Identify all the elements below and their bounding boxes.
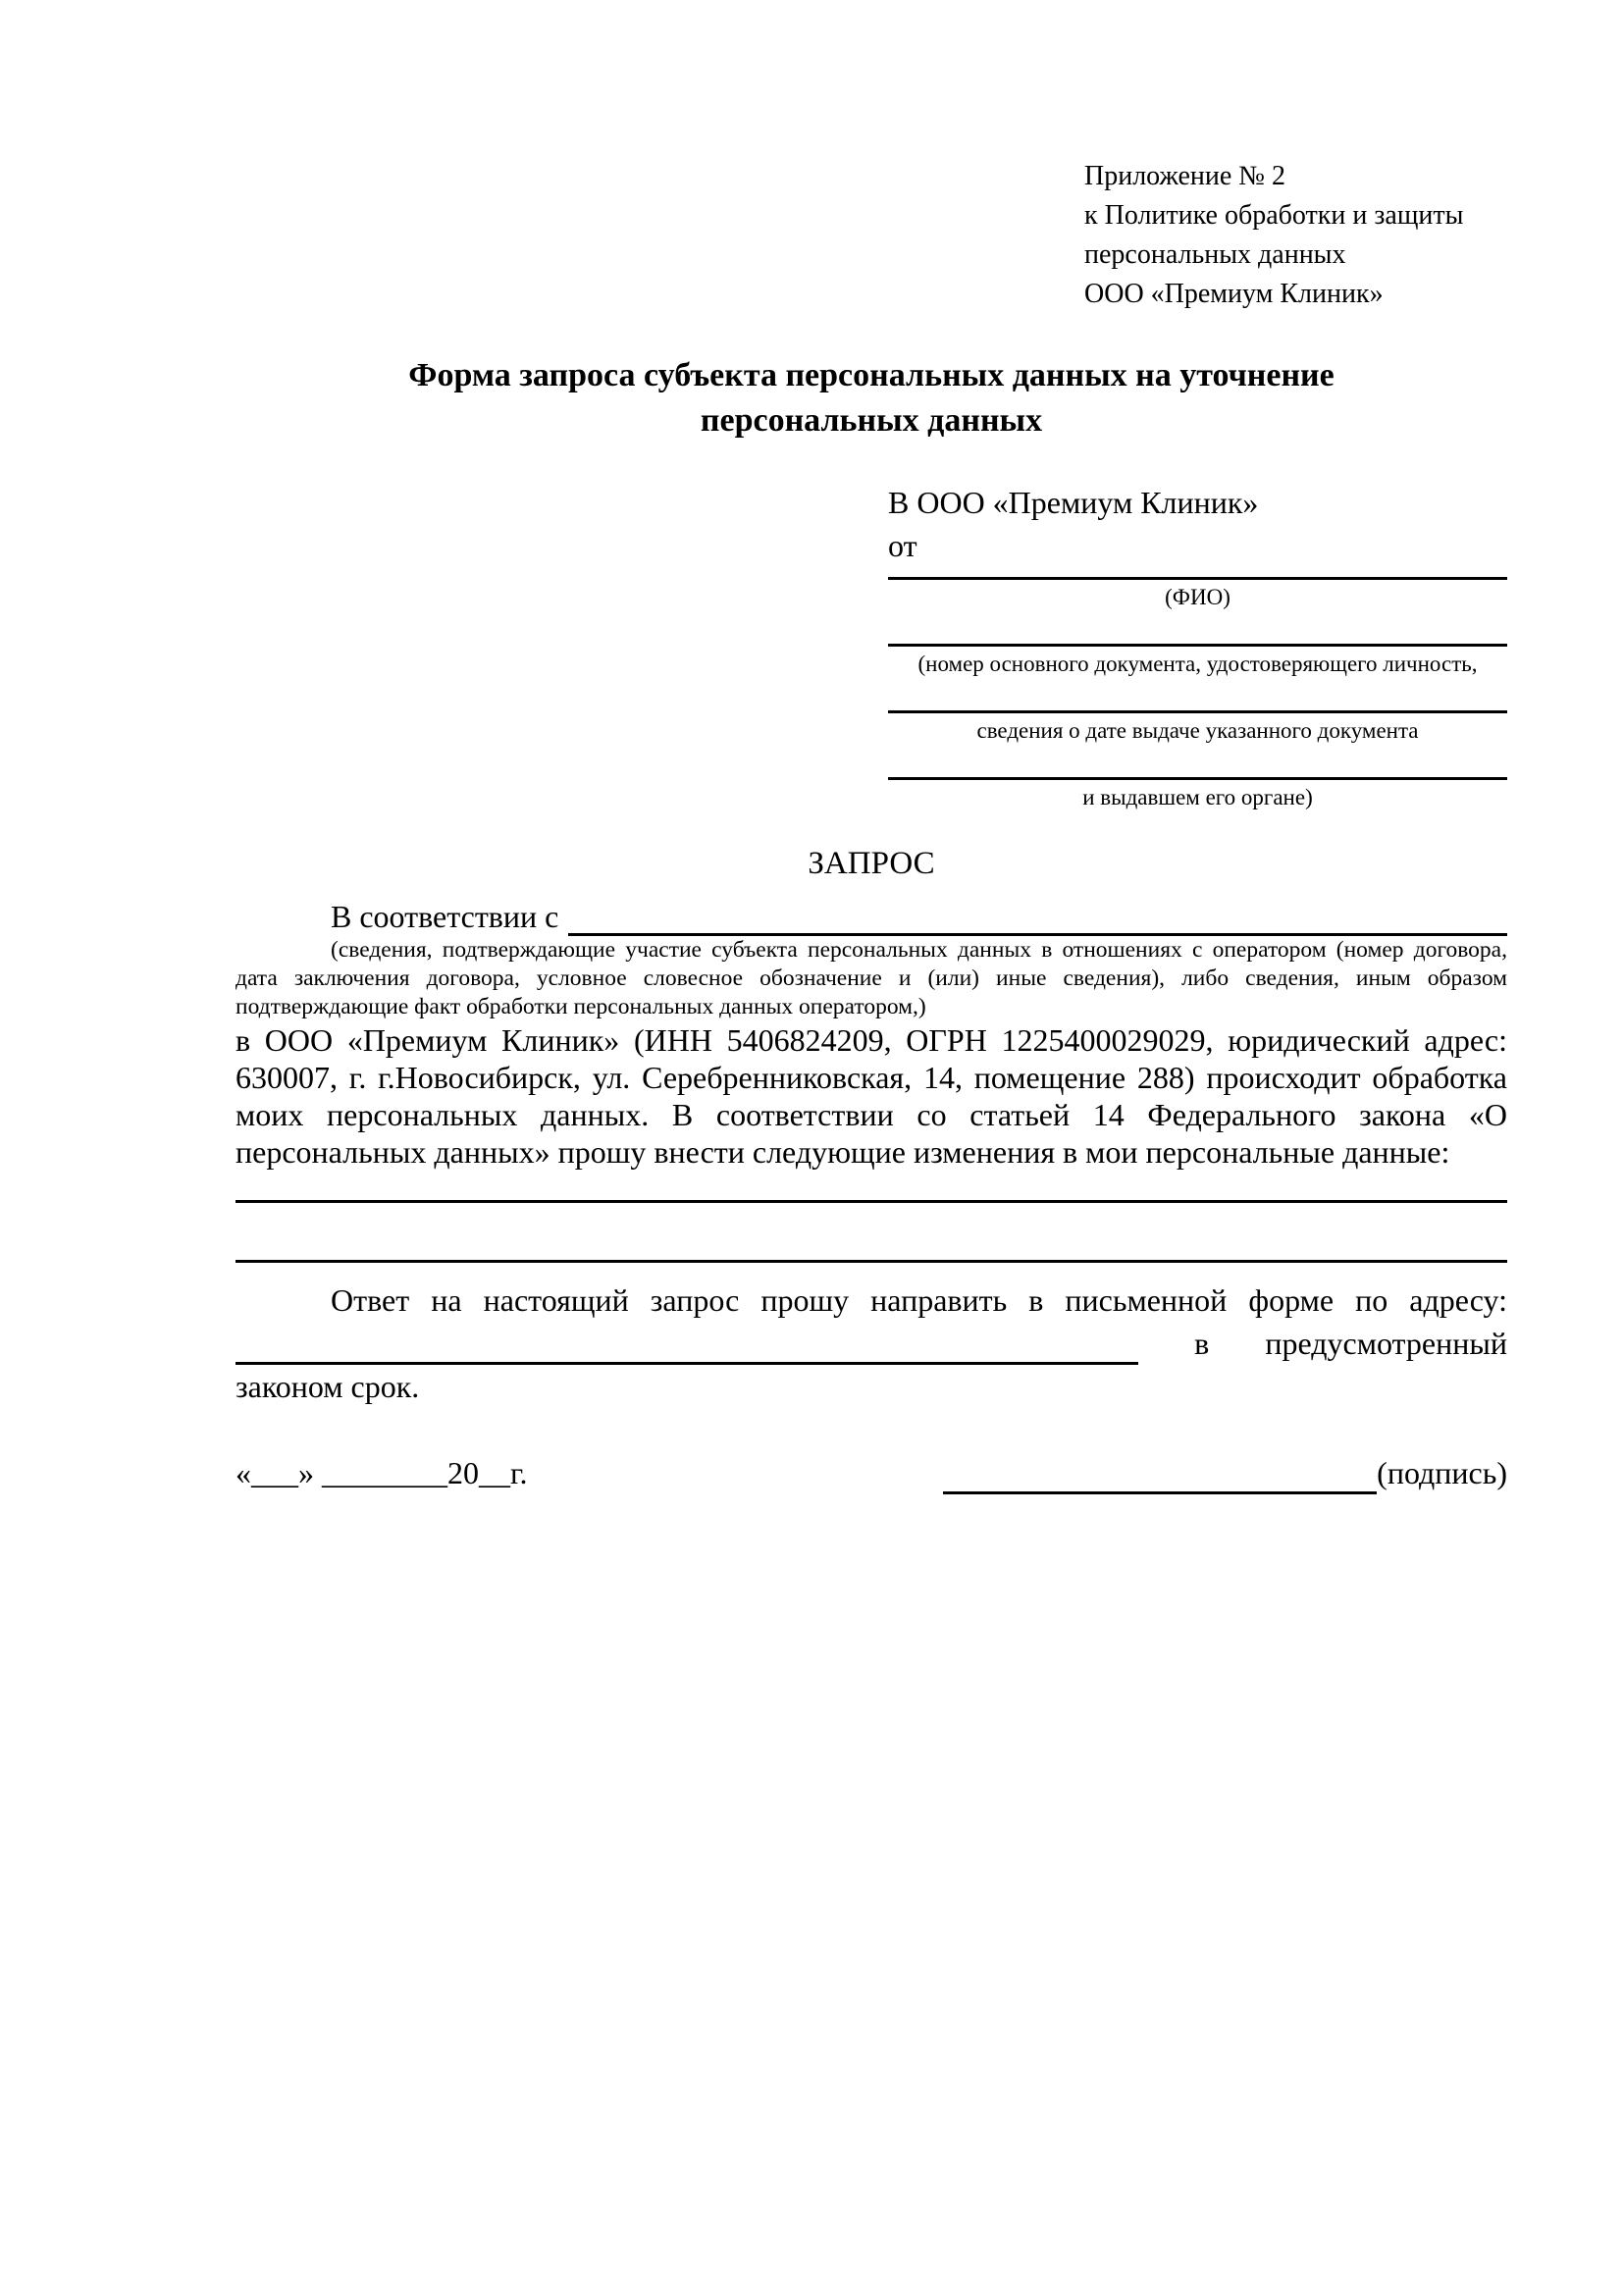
- according-prefix: В соответствии с: [331, 899, 559, 934]
- according-fill-line[interactable]: [568, 900, 1507, 936]
- answer-line-1: Ответ на настоящий запрос прошу направить в письменной форме по адресу:: [331, 1282, 1507, 1318]
- addressee-block: [888, 481, 1507, 812]
- fio-caption: (ФИО): [1165, 585, 1230, 609]
- date-blank[interactable]: «___» ________20__г.: [236, 1455, 528, 1490]
- issuing-authority-fill-line[interactable]: [888, 777, 1507, 780]
- fio-fill-line[interactable]: [888, 577, 1507, 580]
- appendix-block: [1084, 157, 1507, 314]
- body-paragraph: в ООО «Премиум Клиник» (ИНН 5406824209, ОГРН 1225400029029, юридический адрес: 630007, г. г.Новосибирск, ул. Серебренниковская, 14, помещение 288) происходит обработка моих персональных данных. В соответствии со статьей 14 Федерального закона «О персональных данных» прошу внести следующие изменения в мои персональные данные:: [236, 1022, 1507, 1170]
- answer-line-2: [236, 1322, 1507, 1365]
- issue-date-fill-line[interactable]: [888, 710, 1507, 713]
- appendix-line: к Политике обработки и защиты: [1084, 200, 1464, 231]
- document-title-line: персональных данных: [700, 402, 1043, 439]
- signature-group: [943, 1451, 1507, 1494]
- issue-date-field: [888, 710, 1507, 746]
- appendix-line: персональных данных: [1084, 239, 1346, 270]
- changes-fill-line-1[interactable]: [236, 1171, 1507, 1203]
- document-number-fill-line[interactable]: [888, 644, 1507, 647]
- document-number-field: [888, 644, 1507, 679]
- answer-word: в: [1194, 1326, 1210, 1361]
- changes-fill-line-2[interactable]: [236, 1203, 1507, 1263]
- request-heading: ЗАПРОС: [808, 846, 935, 881]
- document-title-line: Форма запроса субъекта персональных данных на уточнение: [408, 357, 1335, 393]
- issuing-authority-caption: и выдавшем его органе): [1082, 785, 1313, 809]
- document-title: [236, 353, 1507, 444]
- signature-fill-line[interactable]: [943, 1462, 1377, 1494]
- appendix-line: ООО «Премиум Клиник»: [1084, 279, 1384, 309]
- address-fill-line[interactable]: [236, 1332, 1138, 1365]
- document-number-caption: (номер основного документа, удостоверяющего личность,: [917, 652, 1478, 676]
- addressee-from-label: от: [888, 528, 917, 563]
- issue-date-caption: сведения о дате выдаче указанного документа: [976, 718, 1419, 743]
- appendix-line: Приложение № 2: [1084, 161, 1285, 191]
- answer-line-3: законом срок.: [236, 1369, 420, 1404]
- fio-field: [888, 577, 1507, 612]
- note-paragraph: (сведения, подтверждающие участие субъекта персональных данных в отношениях с оператором (номер договора, дата заключения договора, условное словесное обозначение и (или) иные сведения), либо сведения, иным образом подтверждающие факт обработки персональных данных оператором,): [236, 937, 1507, 1019]
- answer-word: предусмотренный: [1265, 1326, 1507, 1361]
- issuing-authority-field: [888, 777, 1507, 812]
- according-row: [236, 897, 1507, 936]
- footer-row: [236, 1451, 1507, 1494]
- signature-caption: (подпись): [1377, 1455, 1507, 1490]
- addressee-to: В ООО «Премиум Клиник»: [888, 485, 1259, 520]
